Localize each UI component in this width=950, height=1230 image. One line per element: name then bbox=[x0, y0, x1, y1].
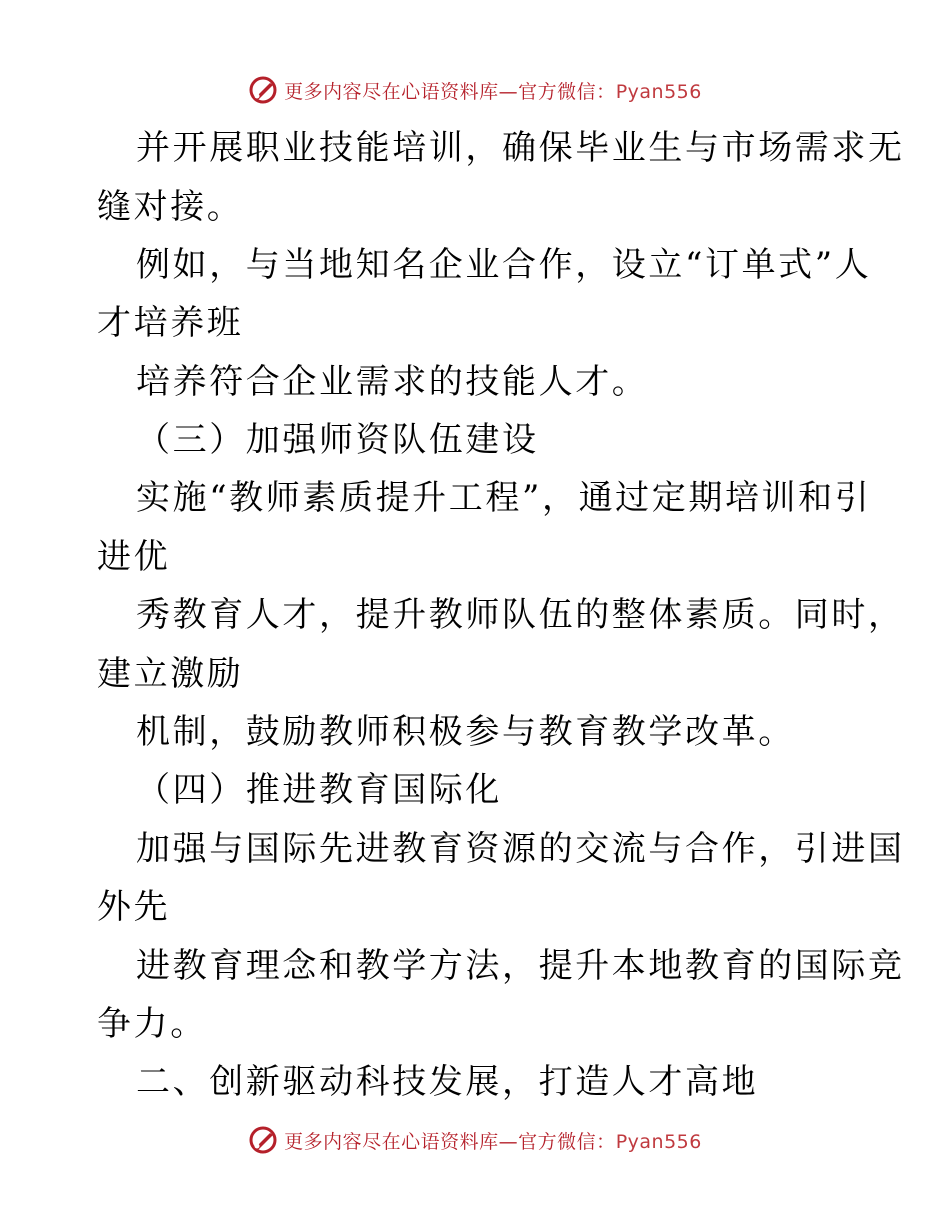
brand-logo-icon bbox=[248, 1125, 278, 1155]
paragraph-line: 秀教育人才，提升教师队伍的整体素质。同时， bbox=[136, 595, 905, 635]
paragraph-line: 争力。 bbox=[97, 1004, 207, 1044]
section-heading: （三）加强师资队伍建设 bbox=[136, 420, 539, 460]
paragraph-line: 建立激励 bbox=[97, 654, 244, 694]
watermark-text: 更多内容尽在心语资料库—官方微信：Pyan556 bbox=[284, 80, 702, 103]
paragraph-line: 外先 bbox=[97, 887, 171, 927]
section-heading: （四）推进教育国际化 bbox=[136, 770, 502, 810]
paragraph-line: 培养符合企业需求的技能人才。 bbox=[136, 362, 649, 402]
section-heading: 二、创新驱动科技发展，打造人才高地 bbox=[136, 1062, 759, 1102]
paragraph-line: 实施“教师素质提升工程”，通过定期培训和引 bbox=[136, 478, 872, 518]
paragraph-line: 加强与国际先进教育资源的交流与合作，引进国 bbox=[136, 829, 905, 869]
footer-watermark bbox=[0, 1122, 950, 1158]
paragraph-line: 才培养班 bbox=[97, 303, 244, 343]
paragraph-line: 例如，与当地知名企业合作，设立“订单式”人 bbox=[136, 245, 872, 285]
paragraph-line: 进教育理念和教学方法，提升本地教育的国际竞 bbox=[136, 946, 905, 986]
paragraph-line: 进优 bbox=[97, 537, 171, 577]
paragraph-line: 缝对接。 bbox=[97, 187, 244, 227]
watermark-text: 更多内容尽在心语资料库—官方微信：Pyan556 bbox=[284, 1130, 702, 1153]
paragraph-line: 机制，鼓励教师积极参与教育教学改革。 bbox=[136, 712, 795, 752]
paragraph-line: 并开展职业技能培训，确保毕业生与市场需求无 bbox=[136, 128, 905, 168]
